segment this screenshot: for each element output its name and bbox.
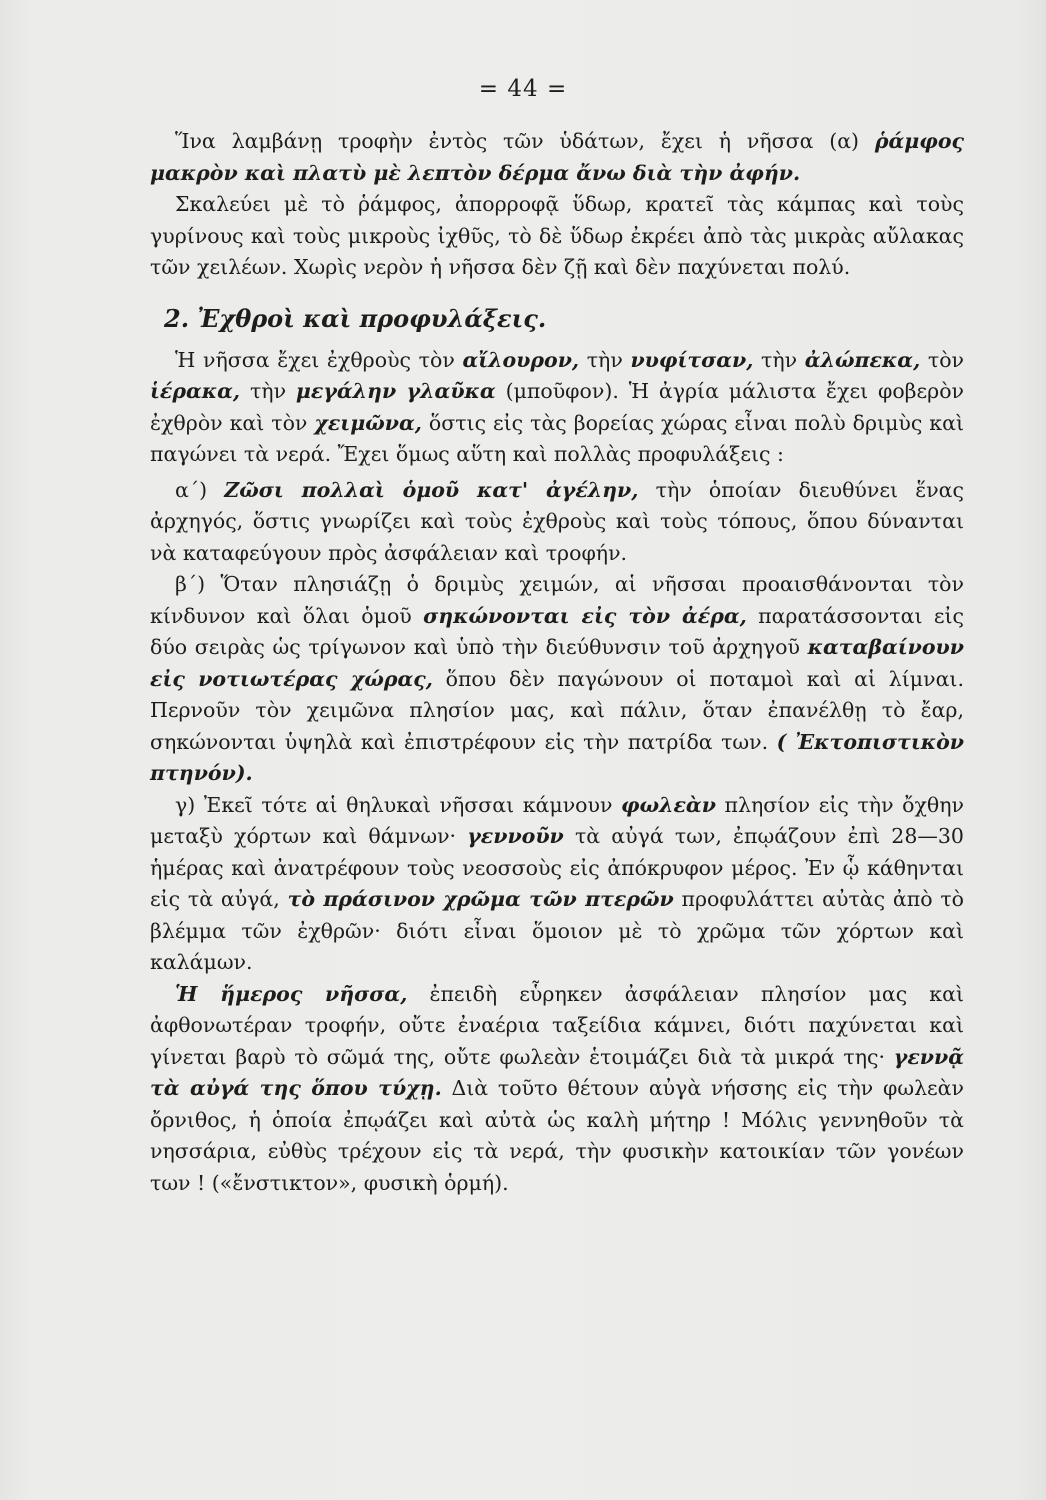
text-span: Ἵνα λαμβάνῃ τροφὴν ἐντὸς τῶν ὑδάτων, ἔχει ἡ νῆσσα (α)	[175, 129, 875, 153]
text-span: (μποῦφον). Ἡ ἀγρία μάλιστα ἔχει φοβερὸν ἐχθρὸν καὶ τὸν	[150, 379, 964, 435]
text-span: Διὰ τοῦτο θέτουν αὐγὰ νήσσης εἰς τὴν φωλεὰν ὄρνιθος, ἡ ὁποία ἐπῳάζει καὶ αὐτὰ ὡς καλὴ μήτηρ ! Μόλις γεννηθοῦν τὰ νησσάρια, εὐθὺς τρέχουν εἰς τὰ νερά, τὴν φυσικὴν κατοικίαν τῶν γονέων των ! («ἔνστικτον», φυσικὴ ὁρμή).	[150, 1076, 964, 1195]
section-heading: 2. Ἐχθροὶ καὶ προφυλάξεις.	[164, 303, 547, 333]
text-span: ἐπειδὴ εὗρηκεν ἀσφάλειαν πλησίον μας καὶ ἀφθονωτέραν τροφήν, οὔτε ἐναέρια ταξείδια κάμνει, διότι παχύνεται καὶ γίνεται βαρὺ τὸ σῶμά της, οὔτε φωλεὰν ἑτοιμάζει διὰ τὰ μικρά της·	[150, 981, 964, 1069]
text-span: ὅστις εἰς τὰς βορείας χώρας εἶναι πολὺ δριμὺς καὶ παγώνει τὰ νερά. Ἔχει ὅμως αὕτη καὶ πολλὰς προφυλάξεις :	[150, 410, 964, 466]
emphasis-text: φωλεὰν	[621, 792, 716, 817]
text-span: παρατάσσονται εἰς δύο σειρὰς ὡς τρίγωνον καὶ ὑπὸ τὴν διεύθυνσιν τοῦ ἀρχηγοῦ	[150, 603, 964, 659]
emphasis-text: Ζῶσι πολλαὶ ὁμοῦ κατ' ἀγέλην,	[224, 477, 639, 502]
emphasis-text: καταβαίνουν εἰς νοτιωτέρας χώρας,	[150, 635, 964, 691]
text-span: πλησίον εἰς τὴν ὄχθην μεταξὺ χόρτων καὶ θάμνων·	[150, 792, 964, 848]
paragraph-flock	[150, 475, 964, 570]
paragraph-feeding: Σκαλεύει μὲ τὸ ῥάμφος, ἀπορροφᾷ ὕδωρ, κρατεῖ τὰς κάμπας καὶ τοὺς γυρίνους καὶ τοὺς μικροὺς ἰχθῦς, τὸ δὲ ὕδωρ ἐκρέει ἀπὸ τὰς μικρὰς αὔλακας τῶν χειλέων. Χωρὶς νερὸν ἡ νῆσσα δὲν ζῇ καὶ δὲν παχύνεται πολύ.	[150, 192, 964, 279]
text-span: β΄) Ὅταν πλησιάζῃ ὁ δριμὺς χειμών, αἱ νῆσσαι προαισθάνονται τὸν κίνδυνον καὶ ὅλαι ὁμοῦ	[150, 572, 964, 628]
text-span: τὴν	[579, 347, 631, 372]
text-span: τὸν	[920, 347, 965, 372]
text-span: ὅπου δὲν παγώνουν οἱ ποταμοὶ καὶ αἱ λίμναι. Περνοῦν τὸν χειμῶνα πλησίον μας, καὶ πάλιν, ὅταν ἐπανέλθῃ τὸ ἔαρ, σηκώνονται ὑψηλὰ καὶ ἐπιστρέφουν εἰς τὴν πατρίδα των.	[150, 666, 964, 754]
emphasis-text: νυφίτσαν,	[630, 347, 754, 372]
emphasis-text: τὸ πράσινον χρῶμα τῶν πτερῶν	[287, 887, 674, 911]
paragraph-beak	[150, 126, 964, 189]
emphasis-text: γεννᾷ τὰ αὐγά της ὅπου τύχῃ.	[150, 1044, 964, 1100]
page-body	[150, 126, 964, 1199]
emphasis-text: αἴλουρον,	[462, 347, 580, 372]
paragraph-nesting	[150, 790, 964, 979]
emphasis-text: ἱέρακα,	[150, 379, 241, 403]
text-span: Ἡ νῆσσα ἔχει ἐχθροὺς τὸν	[175, 347, 463, 372]
text-span: τὴν	[753, 347, 805, 372]
emphasis-text: μεγάλην γλαῦκα	[295, 379, 496, 403]
text-span: προφυλάττει αὐτὰς ἀπὸ τὸ βλέμμα τῶν ἐχθρῶν· διότι εἶναι ὅμοιον μὲ τὸ χρῶμα τῶν χόρτων καὶ καλάμων.	[150, 887, 964, 974]
emphasis-text: Ἡ ἥμερος νῆσσα,	[175, 981, 408, 1006]
page-number: = 44 =	[478, 76, 568, 102]
paragraph-migration	[150, 569, 964, 790]
emphasis-text: ἀλώπεκα,	[804, 347, 921, 372]
text-span: τὴν	[240, 379, 296, 403]
paragraph-domestic-duck	[150, 979, 964, 1200]
paragraph-enemies	[150, 345, 964, 471]
text-span: τὰ αὐγά των, ἐπῳάζουν ἐπὶ 28—30 ἡμέρας καὶ ἀνατρέφουν τοὺς νεοσσοὺς εἰς ἀπόκρυφον μέρος. Ἐν ᾧ κάθηνται εἰς τὰ αὐγά,	[150, 824, 964, 911]
emphasis-text: χειμῶνα,	[314, 410, 422, 435]
text-span: γ) Ἐκεῖ τότε αἱ θηλυκαὶ νῆσσαι κάμνουν	[175, 792, 622, 817]
text-span: τὴν ὁποίαν διευθύνει ἕνας ἀρχηγός, ὅστις γνωρίζει καὶ τοὺς ἐχθροὺς καὶ τοὺς τόπους, ὅπου δύνανται νὰ καταφεύγουν πρὸς ἀσφάλειαν καὶ τροφήν.	[150, 477, 965, 565]
text-span: α΄)	[175, 477, 225, 502]
emphasis-text: γεννοῦν	[467, 824, 564, 848]
emphasis-text: ῥάμφος μακρὸν καὶ πλατὺ μὲ λεπτὸν δέρμα ἄνω διὰ τὴν ἀφήν.	[150, 129, 964, 185]
emphasis-text: ( Ἐκτοπιστικὸν πτηνόν).	[150, 729, 965, 785]
emphasis-text: σηκώνονται εἰς τὸν ἀέρα,	[423, 603, 747, 628]
